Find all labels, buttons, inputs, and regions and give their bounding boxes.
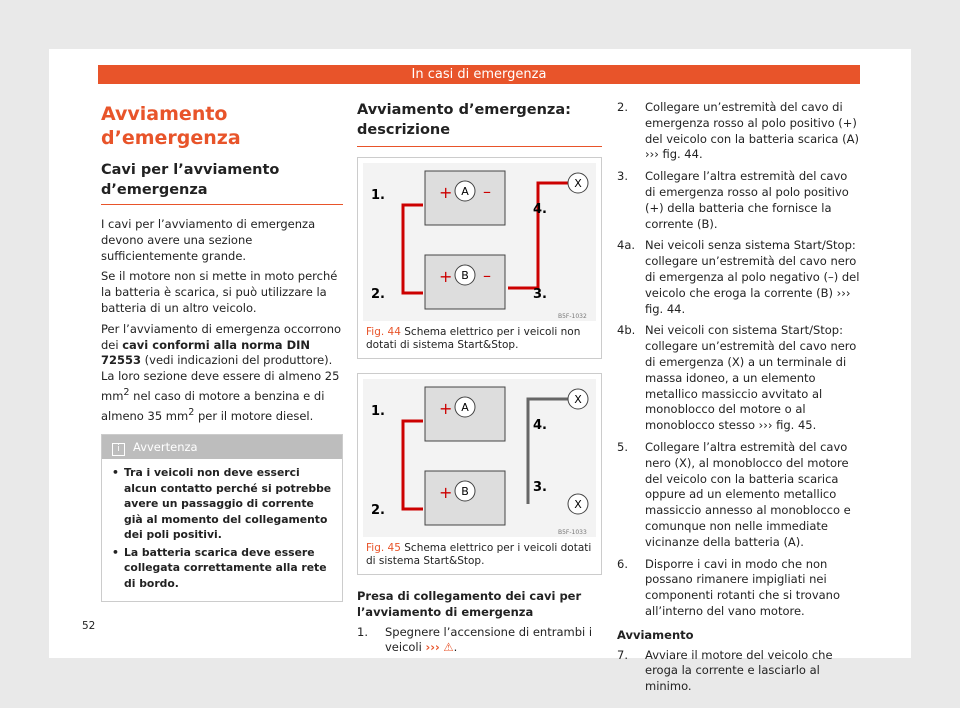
svg-text:–: – [483,266,491,285]
warning-box [101,434,343,602]
battery-diagram-image [363,379,598,537]
svg-text:B: B [461,485,469,498]
list-item: 4a. Nei veicoli senza sistema Start/Stop: collegare un’estremità del cavo nero di emergenza al polo negativo (–) del veicolo che eroga la corrente (B) ››› fig. 44. [617,238,860,316]
section-title: Avviamento d’emergenza [101,103,241,149]
svg-text:A: A [461,401,469,414]
svg-text:1.: 1. [371,404,385,419]
warning-icon: ⚠ [443,640,454,655]
list-item: 3. Collegare l’altra estremità del cavo di emergenza rosso al polo positivo (+) della batteria che fornisce la corrente (B). [617,169,849,231]
chapter-header: In casi di emergenza [98,65,860,84]
warning-item: • Tra i veicoli non deve esserci alcun contatto perché si potrebbe avere un passaggio di corrente già al momento del collegamento dei poli positivi. [112,466,332,542]
column-left [101,100,343,602]
svg-text:X: X [574,498,582,511]
svg-text:3.: 3. [533,287,547,302]
subsection-title: Cavi per l’avviamento d’emergenza [101,160,343,205]
svg-text:2.: 2. [371,287,385,302]
svg-text:+: + [439,399,453,418]
paragraph: Se il motore non si mette in moto perché la batteria è scarica, si può utilizzare la batteria di un altro veicolo. [101,269,338,315]
wiring-diagram [363,163,596,321]
steps-list [357,625,602,657]
list-item: 1. Spegnere l’accensione di entrambi i veicoli ››› ⚠. [357,624,593,655]
figure-44 [357,157,602,359]
column-right [617,100,860,701]
svg-text:X: X [574,393,582,406]
paragraph: I cavi per l’avviamento di emergenza devono avere una sezione sufficientemente grande. [101,217,316,263]
svg-text:+: + [439,267,453,286]
svg-text:3.: 3. [533,480,547,495]
warning-item: • La batteria scarica deve essere collegata correttamente alla rete di bordo. [112,545,327,590]
svg-text:4.: 4. [533,202,547,217]
figure-caption: Fig. 44 Schema elettrico per i veicoli non dotati di sistema Start&Stop. [366,326,581,351]
svg-text:+: + [439,183,453,202]
warning-title: Avvertenza [133,440,198,455]
label-a: A [461,185,469,198]
list-item: 7. Avviare il motore del veicolo che eroga la corrente e lasciarlo al minimo. [617,647,833,694]
subheading: Presa di collegamento dei cavi per l’avviamento di emergenza [357,589,582,619]
list-item: 4b. Nei veicoli con sistema Start/Stop: collegare un’estremità del cavo nero di emergenza (X) a un terminale di massa idoneo, a un elemento metallico massiccio avvitato al monoblocco del motore o al monoblocco stesso ››› fig. 45. [617,323,857,433]
figure-45 [357,373,602,575]
svg-text:+: + [439,483,453,502]
warning-header [102,435,342,459]
page-number: 52 [82,620,96,632]
svg-text:X: X [574,177,582,190]
svg-text:B5F-1032: B5F-1032 [558,313,587,320]
svg-text:1.: 1. [371,188,385,203]
svg-text:B5F-1033: B5F-1033 [558,529,587,536]
list-item: 2. Collegare un’estremità del cavo di emergenza rosso al polo positivo (+) del veicolo con la batteria scarica (A) ››› fig. 44. [617,100,859,162]
wiring-diagram [363,379,596,537]
norm-text: cavi conformi alla norma DIN 72553 [101,337,311,368]
info-icon: i [112,443,125,456]
figure-caption: Fig. 45 Schema elettrico per i veicoli dotati di sistema Start&Stop. [366,542,592,567]
svg-text:2.: 2. [371,503,385,518]
svg-text:–: – [483,182,491,201]
battery-diagram-image [363,163,598,321]
steps-list [617,100,860,620]
paragraph: Per l’avviamento di emergenza occorrono dei cavi conformi alla norma DIN 72553 (vedi indicazioni del produttore). La loro sezione deve essere di almeno 25 $mm^2$ nel caso di motore a benzina e di almeno 35 $mm^2$ per il motore diesel. [101,321,342,423]
section-title: Avviamento d’emergenza: descrizione [357,100,602,147]
column-middle [357,100,602,662]
list-item: 5. Collegare l’altra estremità del cavo nero (X), al monoblocco del motore del veicolo con la batteria scarica oppure ad un elemento metallico massiccio annesso al monoblocco e comunque non nelle immediate vicinanze della batteria (A). [617,439,851,549]
subheading: Avviamento [617,627,694,642]
svg-text:4.: 4. [533,418,547,433]
steps-list [617,648,860,695]
list-item: 6. Disporre i cavi in modo che non possano rimanere impigliati nei componenti rotanti che si trovano all’interno del vano motore. [617,556,841,618]
label-b: B [461,269,469,282]
warning-body [102,459,342,601]
cross-reference-link[interactable]: ››› [425,640,440,655]
